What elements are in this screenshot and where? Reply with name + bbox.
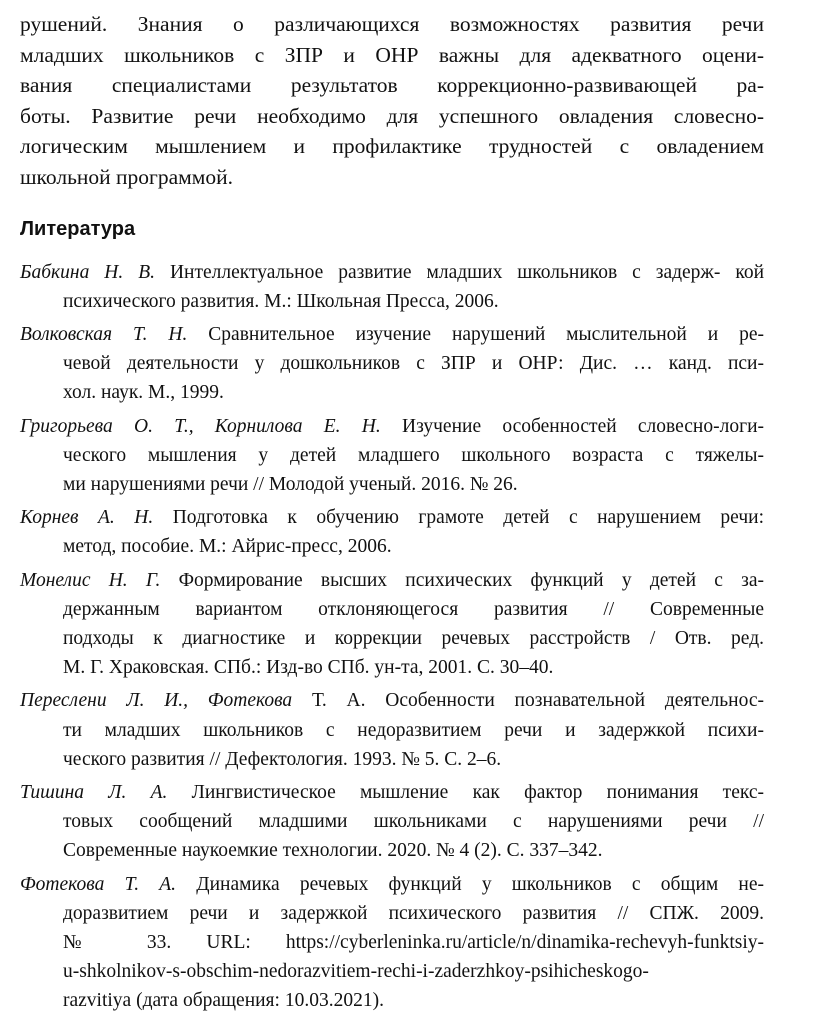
reference-text: ческого мышления у детей младшего школьного возраста с тяжелы- <box>63 444 764 466</box>
reference-text: Подготовка к обучению грамоте детей с нарушением речи: <box>172 507 765 529</box>
reference-text: психического развития. М.: Школьная Пресса, 2006. <box>63 290 499 312</box>
reference-text: Формирование высших психических функций у детей с за- <box>178 569 764 591</box>
reference-text: № 33. URL: https://cyberleninka.ru/article/n/dinamika-rechevyh-funktsiy- <box>63 932 764 954</box>
reference-item <box>20 778 764 866</box>
reference-author: Переслени Л. И., Фотекова <box>20 690 293 712</box>
reference-text: Т. А. Особенности познавательной деятельнос- <box>311 690 764 712</box>
reference-text: подходы к диагностике и коррекции речевых расстройств / Отв. ред. <box>63 628 764 649</box>
reference-text: ти младших школьников с недоразвитием речи и задержкой психи- <box>63 719 764 741</box>
paragraph-line: рушений. Знания о различающихся возможностях развития речи <box>20 12 764 36</box>
reference-author: Корнев А. Н. <box>20 507 154 529</box>
document-page <box>20 0 764 1020</box>
reference-text: Интеллектуальное развитие младших школьников с задерж- кой <box>169 261 765 283</box>
reference-text: Лингвистическое мышление как фактор понимания текс- <box>191 782 764 804</box>
reference-item <box>20 870 764 1016</box>
reference-item <box>20 686 764 774</box>
reference-text: хол. наук. М., 1999. <box>63 382 224 404</box>
reference-text: razvitiya (дата обращения: 10.03.2021). <box>63 990 384 1012</box>
reference-item <box>20 566 764 683</box>
reference-text: Современные наукоемкие технологии. 2020. № 4 (2). С. 337–342. <box>63 840 603 862</box>
paragraph-line: школьной программой. <box>20 164 234 189</box>
reference-item <box>20 503 764 561</box>
paragraph-line: боты. Развитие речи необходимо для успешного овладения словесно- <box>20 103 764 128</box>
reference-author: Бабкина Н. В. <box>20 261 155 283</box>
reference-text: u-shkolnikov-s-obschim-nedorazvitiem-rechi-i-zaderzhkoy-psihicheskogo- <box>63 961 649 983</box>
reference-author: Григорьева О. Т., Корнилова Е. Н. <box>20 415 381 437</box>
body-paragraph <box>20 9 764 193</box>
reference-text: ческого развития // Дефектология. 1993. № 5. С. 2–6. <box>63 748 502 770</box>
paragraph-line: вания специалистами результатов коррекционно-развивающей ра- <box>20 73 764 98</box>
reference-author: Волковская Т. Н. <box>20 323 188 345</box>
reference-text: М. Г. Храковская. СПб.: Изд-во СПб. ун-та, 2001. С. 30–40. <box>63 657 554 679</box>
reference-author: Монелис Н. Г. <box>20 569 161 591</box>
section-heading: Литература <box>20 217 136 240</box>
reference-item <box>20 258 764 316</box>
paragraph-line: логическим мышлением и профилактике трудностей с овладением <box>20 134 764 159</box>
reference-author: Фотекова Т. А. <box>20 873 177 895</box>
reference-text: Изучение особенностей словесно-логи- <box>401 415 765 437</box>
reference-item <box>20 412 764 500</box>
reference-text: доразвитием речи и задержкой психического развития // СПЖ. 2009. <box>63 902 764 924</box>
reference-text: чевой деятельности у дошкольников с ЗПР и ОНР: Дис. … канд. пси- <box>63 353 764 375</box>
reference-text: метод, пособие. М.: Айрис-пресс, 2006. <box>63 536 392 558</box>
reference-text: держанным вариантом отклоняющегося развития // Современные <box>63 598 764 620</box>
reference-text: Сравнительное изучение нарушений мыслительной и ре- <box>208 323 764 345</box>
reference-text: Динамика речевых функций у школьников с общим не- <box>196 873 765 895</box>
reference-text: товых сообщений младшими школьниками с нарушениями речи // <box>63 811 764 833</box>
reference-text: ми нарушениями речи // Молодой ученый. 2016. № 26. <box>63 473 518 495</box>
reference-author: Тишина Л. А. <box>20 782 168 804</box>
reference-item <box>20 320 764 408</box>
reference-list <box>20 258 764 1016</box>
paragraph-line: младших школьников с ЗПР и ОНР важны для адекватного оцени- <box>20 42 764 67</box>
